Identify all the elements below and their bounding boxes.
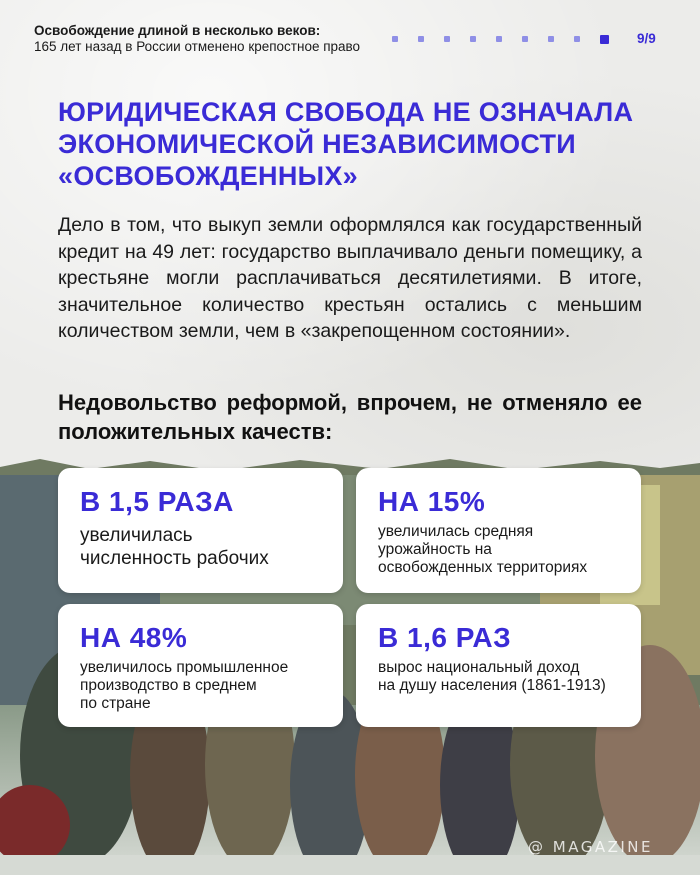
series-title: Освобождение длиной в несколько веков: — [34, 23, 321, 38]
stat-card-income — [356, 604, 641, 727]
stat-description: увеличилась численность рабочих — [80, 525, 269, 569]
series-subtitle: 165 лет назад в России отменено крепостное право — [34, 39, 361, 54]
stat-value: В 1,6 РАЗ — [378, 622, 512, 653]
stat-value: В 1,5 РАЗА — [80, 486, 234, 517]
page-dot — [548, 36, 554, 42]
page-dots — [392, 34, 609, 44]
page-dot — [600, 35, 609, 44]
stat-card-workers — [58, 468, 343, 593]
page-dot — [418, 36, 424, 42]
page-indicator: 9/9 — [637, 31, 656, 46]
page-dot — [522, 36, 528, 42]
page-dot — [470, 36, 476, 42]
body-text: Дело в том, что выкуп земли оформлялся как государственный кредит на 49 лет: государство выплачивало деньги помещику, а крестьяне могли расплачиваться десятилетиями. В итоге, значительное количество крестьян остались с меньшим количеством земли, чем в «закрепощенном состоянии». — [58, 214, 642, 342]
watermark: @ MAGAZINE — [528, 838, 653, 856]
stat-value: НА 48% — [80, 622, 188, 653]
stat-card-yield — [356, 468, 641, 593]
stat-value: НА 15% — [378, 486, 486, 517]
stat-card-industry — [58, 604, 343, 727]
page-dot — [574, 36, 580, 42]
page-dot — [496, 36, 502, 42]
page-dot — [444, 36, 450, 42]
subheading: Недовольство реформой, впрочем, не отменяло ее положительных качеств: — [58, 390, 642, 444]
stat-description: увеличилась средняя урожайность на освобожденных территориях — [378, 523, 588, 576]
page-dot — [392, 36, 398, 42]
stat-description: увеличилось промышленное производство в среднем по стране — [80, 659, 289, 712]
stat-description: вырос национальный доход на душу населения (1861-1913) — [378, 659, 606, 694]
headline: ЮРИДИЧЕСКАЯ СВОБОДА НЕ ОЗНАЧАЛА ЭКОНОМИЧЕСКОЙ НЕЗАВИСИМОСТИ «ОСВОБОЖДЕННЫХ» — [58, 97, 634, 191]
